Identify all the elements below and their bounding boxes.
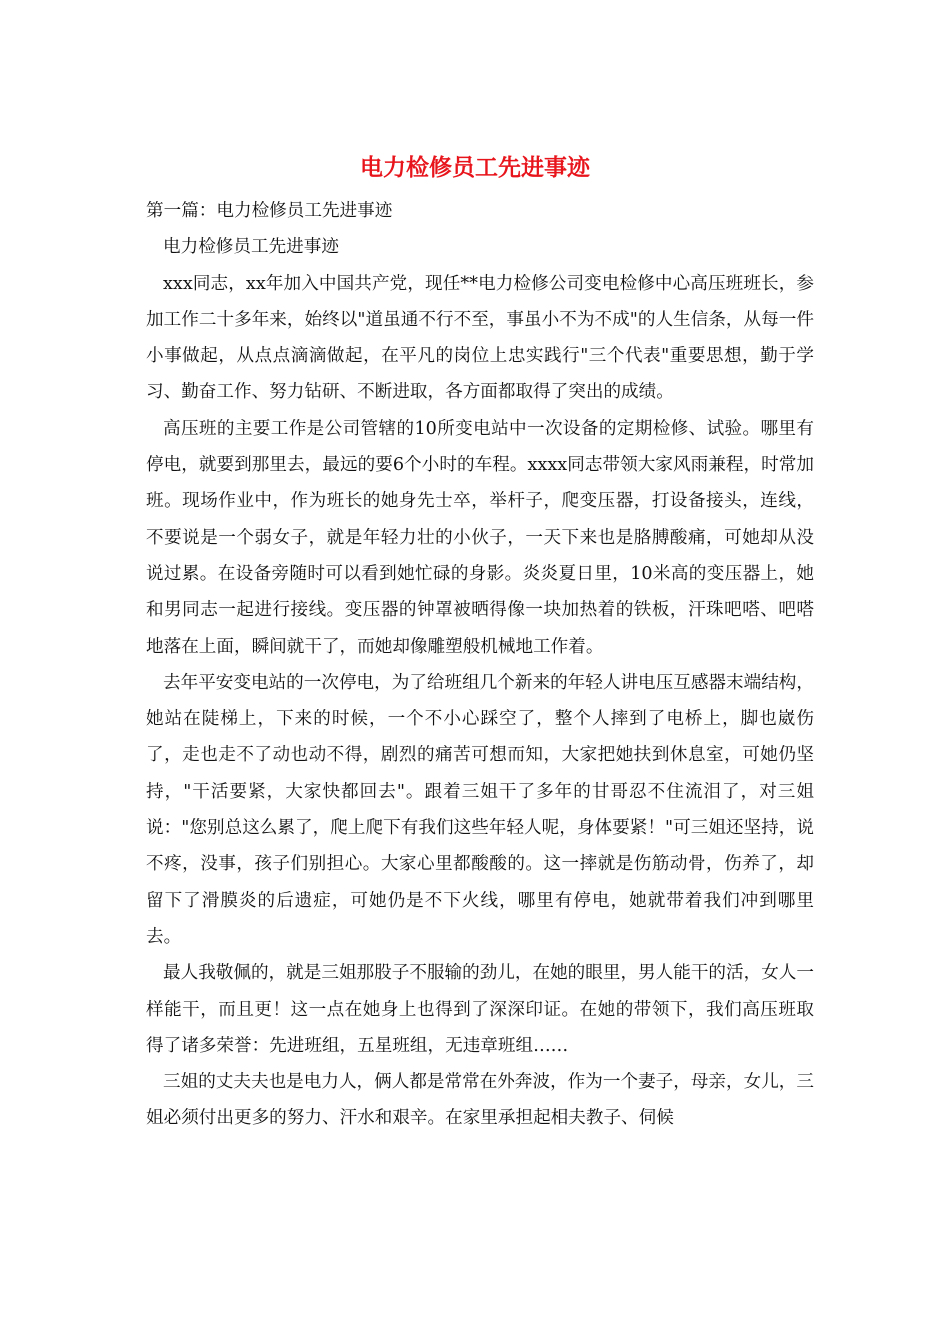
paragraph-3: 去年平安变电站的一次停电，为了给班组几个新来的年轻人讲电压互感器末端结构，她站在陡梯上，下来的时候，一个不小心踩空了，整个人摔到了电桥上，脚也崴伤了，走也走不了动也动不得，剧烈的痛苦可想而知，大家把她扶到休息室，可她仍坚持，"干活要紧，大家快都回去"。跟着三姐干了多年的甘哥忍不住流泪了，对三姐说："您别总这么累了，爬上爬下有我们这些年轻人呢，身体要紧！"可三姐还坚持，说不疼，没事，孩子们别担心。大家心里都酸酸的。这一摔就是伤筋动骨，伤养了，却留下了滑膜炎的后遗症，可她仍是不下火线，哪里有停电，她就带着我们冲到哪里去。 [146, 672, 814, 947]
section-heading: 第一篇：电力检修员工先进事迹 [146, 201, 393, 221]
subheading: 电力检修员工先进事迹 [163, 237, 339, 258]
paragraph-5: 三姐的丈夫夫也是电力人，俩人都是常常在外奔波，作为一个妻子，母亲，女儿，三姐必须付出更多的努力、汗水和艰辛。在家里承担起相夫教子、伺候 [146, 1072, 814, 1129]
paragraph-4: 最人我敬佩的，就是三姐那股子不服输的劲儿，在她的眼里，男人能干的活，女人一样能干，而且更！这一点在她身上也得到了深深印证。在她的带领下，我们高压班取得了诸多荣誉：先进班组，五星班组，无违章班组…… [146, 963, 814, 1056]
document-body [146, 193, 814, 1137]
document-title: 电力检修员工先进事迹 [360, 154, 590, 181]
paragraph-1: xxx同志，xx年加入中国共产党，现任**电力检修公司变电检修中心高压班班长，参加工作二十多年来，始终以"道虽通不行不至，事虽小不为不成"的人生信条，从每一件小事做起，从点点滴滴做起，在平凡的岗位上忠实践行"三个代表"重要思想，勤于学习、勤奋工作、努力钻研、不断进取，各方面都取得了突出的成绩。 [146, 273, 814, 403]
paragraph-2: 高压班的主要工作是公司管辖的10所变电站中一次设备的定期检修、试验。哪里有停电，就要到那里去，最远的要6个小时的车程。xxxx同志带领大家风雨兼程，时常加班。现场作业中，作为班长的她身先士卒，举杆子，爬变压器，打设备接头，连线，不要说是一个弱女子，就是年轻力壮的小伙子，一天下来也是胳膊酸痛，可她却从没说过累。在设备旁随时可以看到她忙碌的身影。炎炎夏日里，10米高的变压器上，她和男同志一起进行接线。变压器的钟罩被晒得像一块加热着的铁板，汗珠吧嗒、吧嗒地落在上面，瞬间就干了，而她却像雕塑般机械地工作着。 [146, 418, 814, 657]
